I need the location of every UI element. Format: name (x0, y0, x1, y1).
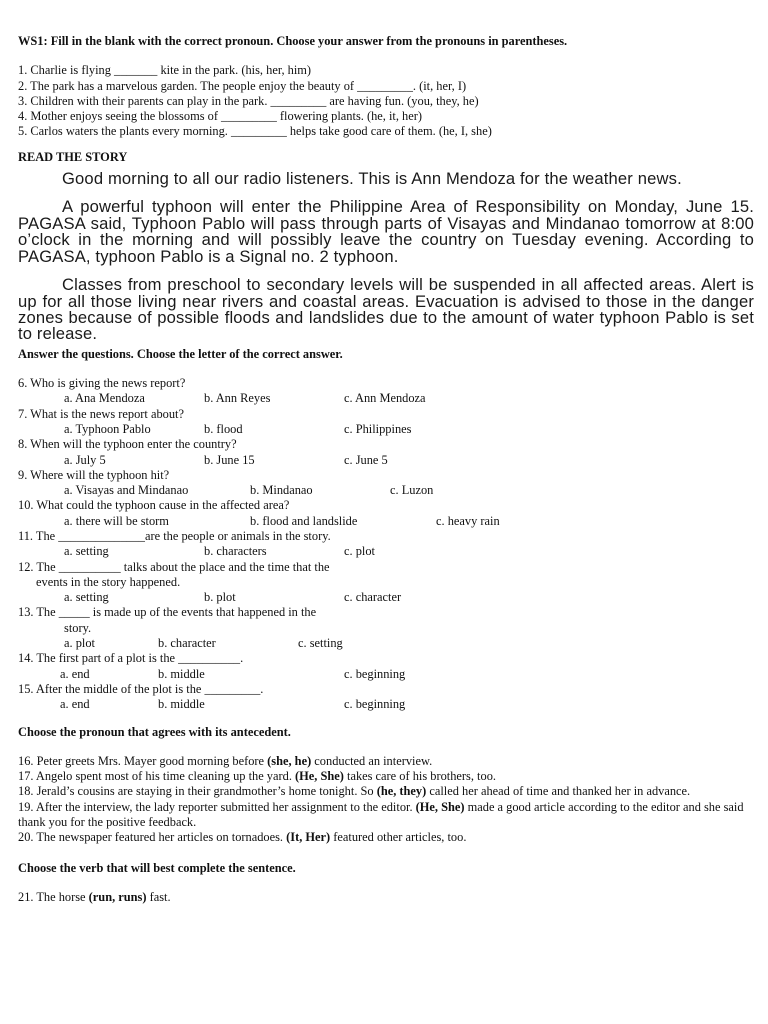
question-7-options (18, 422, 754, 437)
option-a: a. there will be storm (64, 513, 169, 528)
question-9-options (18, 483, 754, 498)
story-paragraph-1: Good morning to all our radio listeners. This is Ann Mendoza for the weather news. (62, 169, 682, 189)
question-6-options (18, 391, 754, 406)
question-10: 10. What could the typhoon cause in the affected area? (18, 498, 290, 513)
question-11-options (18, 544, 754, 559)
pronoun-item-19: 19. After the interview, the lady reporter submitted her assignment to the editor. (He, She) made a good article according to the editor and she said thank you for the positive feedback. (18, 799, 744, 830)
question-11: 11. The ______________are the people or animals in the story. (18, 529, 331, 543)
option-b: b. characters (204, 544, 267, 559)
option-b: b. middle (158, 697, 205, 712)
option-c: c. beginning (344, 697, 406, 712)
question-12-continued: events in the story happened. (36, 574, 181, 589)
option-c: c. June 5 (344, 452, 388, 467)
option-a: a. Visayas and Mindanao (64, 483, 189, 498)
question-12: 12. The __________ talks about the place and the time that the (18, 559, 330, 574)
verb-item-21: 21. The horse (run, runs) fast. (18, 889, 171, 904)
ws1-item-5: 5. Carlos waters the plants every morning. _________ helps take good care of them. (he, I, she) (18, 124, 492, 139)
option-b: b. plot (204, 590, 236, 605)
option-c: c. setting (298, 636, 343, 651)
ws1-item-2: 2. The park has a marvelous garden. The people enjoy the beauty of _________. (it, her, I) (18, 78, 467, 93)
option-a: a. end (60, 666, 90, 681)
option-c: c. plot (344, 544, 375, 559)
questions-heading: Answer the questions. Choose the letter of the correct answer. (18, 346, 343, 361)
option-b: b. Ann Reyes (204, 391, 271, 406)
option-c: c. Ann Mendoza (344, 391, 426, 406)
question-9: 9. Where will the typhoon hit? (18, 467, 170, 482)
pronoun-heading: Choose the pronoun that agrees with its antecedent. (18, 724, 291, 739)
story-paragraph-3: Classes from preschool to secondary levels will be suspended in all affected areas. Alert is up for all those living near rivers and coastal areas. Evacuation is advised to those in the danger zones because of possible floods and landslides due to the amount of water typhoon Pablo is set to release. (18, 275, 754, 344)
ws1-item-3: 3. Children with their parents can play in the park. _________ are having fun. (you, they, he) (18, 93, 479, 108)
question-10-options (18, 514, 754, 529)
story-paragraph-2: A powerful typhoon will enter the Philippine Area of Responsibility on Monday, June 15. PAGASA said, Typhoon Pablo will pass through parts of Visayas and Mindanao tomorrow at 8:00 o’clock in the morning and will possibly leave the country on Tuesday evening. According to PAGASA, typhoon Pablo is a Signal no. 2 typhoon. (18, 197, 754, 266)
option-b: b. flood and landslide (250, 513, 358, 528)
story-heading: READ THE STORY (18, 149, 128, 164)
question-13-continued: story. (64, 620, 92, 635)
option-b: b. Mindanao (250, 483, 313, 498)
option-a: a. July 5 (64, 452, 106, 467)
pronoun-item-18: 18. Jerald’s cousins are staying in their grandmother’s home tonight. So (he, they) called her ahead of time and thanked her in advance. (18, 784, 691, 799)
option-a: a. setting (64, 590, 109, 605)
question-8: 8. When will the typhoon enter the country? (18, 437, 237, 452)
option-a: a. plot (64, 636, 95, 651)
question-13-options (18, 636, 754, 651)
ws1-item-4: 4. Mother enjoys seeing the blossoms of _________ flowering plants. (he, it, her) (18, 109, 423, 124)
question-14: 14. The first part of a plot is the __________. (18, 651, 244, 666)
option-c: c. heavy rain (436, 513, 500, 528)
pronoun-item-20: 20. The newspaper featured her articles on tornadoes. (It, Her) featured other articles, too. (18, 830, 467, 845)
worksheet-page (18, 34, 754, 905)
option-a: a. end (60, 697, 90, 712)
option-c: c. Luzon (390, 483, 434, 498)
question-15: 15. After the middle of the plot is the _________. (18, 681, 264, 696)
question-6: 6. Who is giving the news report? (18, 376, 186, 391)
pronoun-item-17: 17. Angelo spent most of his time cleaning up the yard. (He, She) takes care of his brothers, too. (18, 769, 496, 784)
question-15-options (18, 697, 754, 712)
option-c: c. Philippines (344, 421, 412, 436)
option-b: b. flood (204, 421, 243, 436)
verb-heading: Choose the verb that will best complete the sentence. (18, 860, 296, 875)
question-14-options (18, 667, 754, 682)
option-a: a. setting (64, 544, 109, 559)
question-8-options (18, 453, 754, 468)
option-c: c. character (344, 590, 402, 605)
question-12-options (18, 590, 754, 605)
option-b: b. middle (158, 666, 205, 681)
option-a: a. Ana Mendoza (64, 391, 145, 406)
question-7: 7. What is the news report about? (18, 406, 184, 421)
ws1-item-1: 1. Charlie is flying _______ kite in the park. (his, her, him) (18, 63, 312, 78)
option-b: b. character (158, 636, 216, 651)
pronoun-item-16: 16. Peter greets Mrs. Mayer good morning before (she, he) conducted an interview. (18, 753, 433, 768)
option-b: b. June 15 (204, 452, 255, 467)
question-13: 13. The _____ is made up of the events that happened in the (18, 605, 317, 620)
option-a: a. Typhoon Pablo (64, 421, 151, 436)
ws1-heading: WS1: Fill in the blank with the correct pronoun. Choose your answer from the pronouns in parentheses. (18, 34, 568, 48)
option-c: c. beginning (344, 666, 406, 681)
